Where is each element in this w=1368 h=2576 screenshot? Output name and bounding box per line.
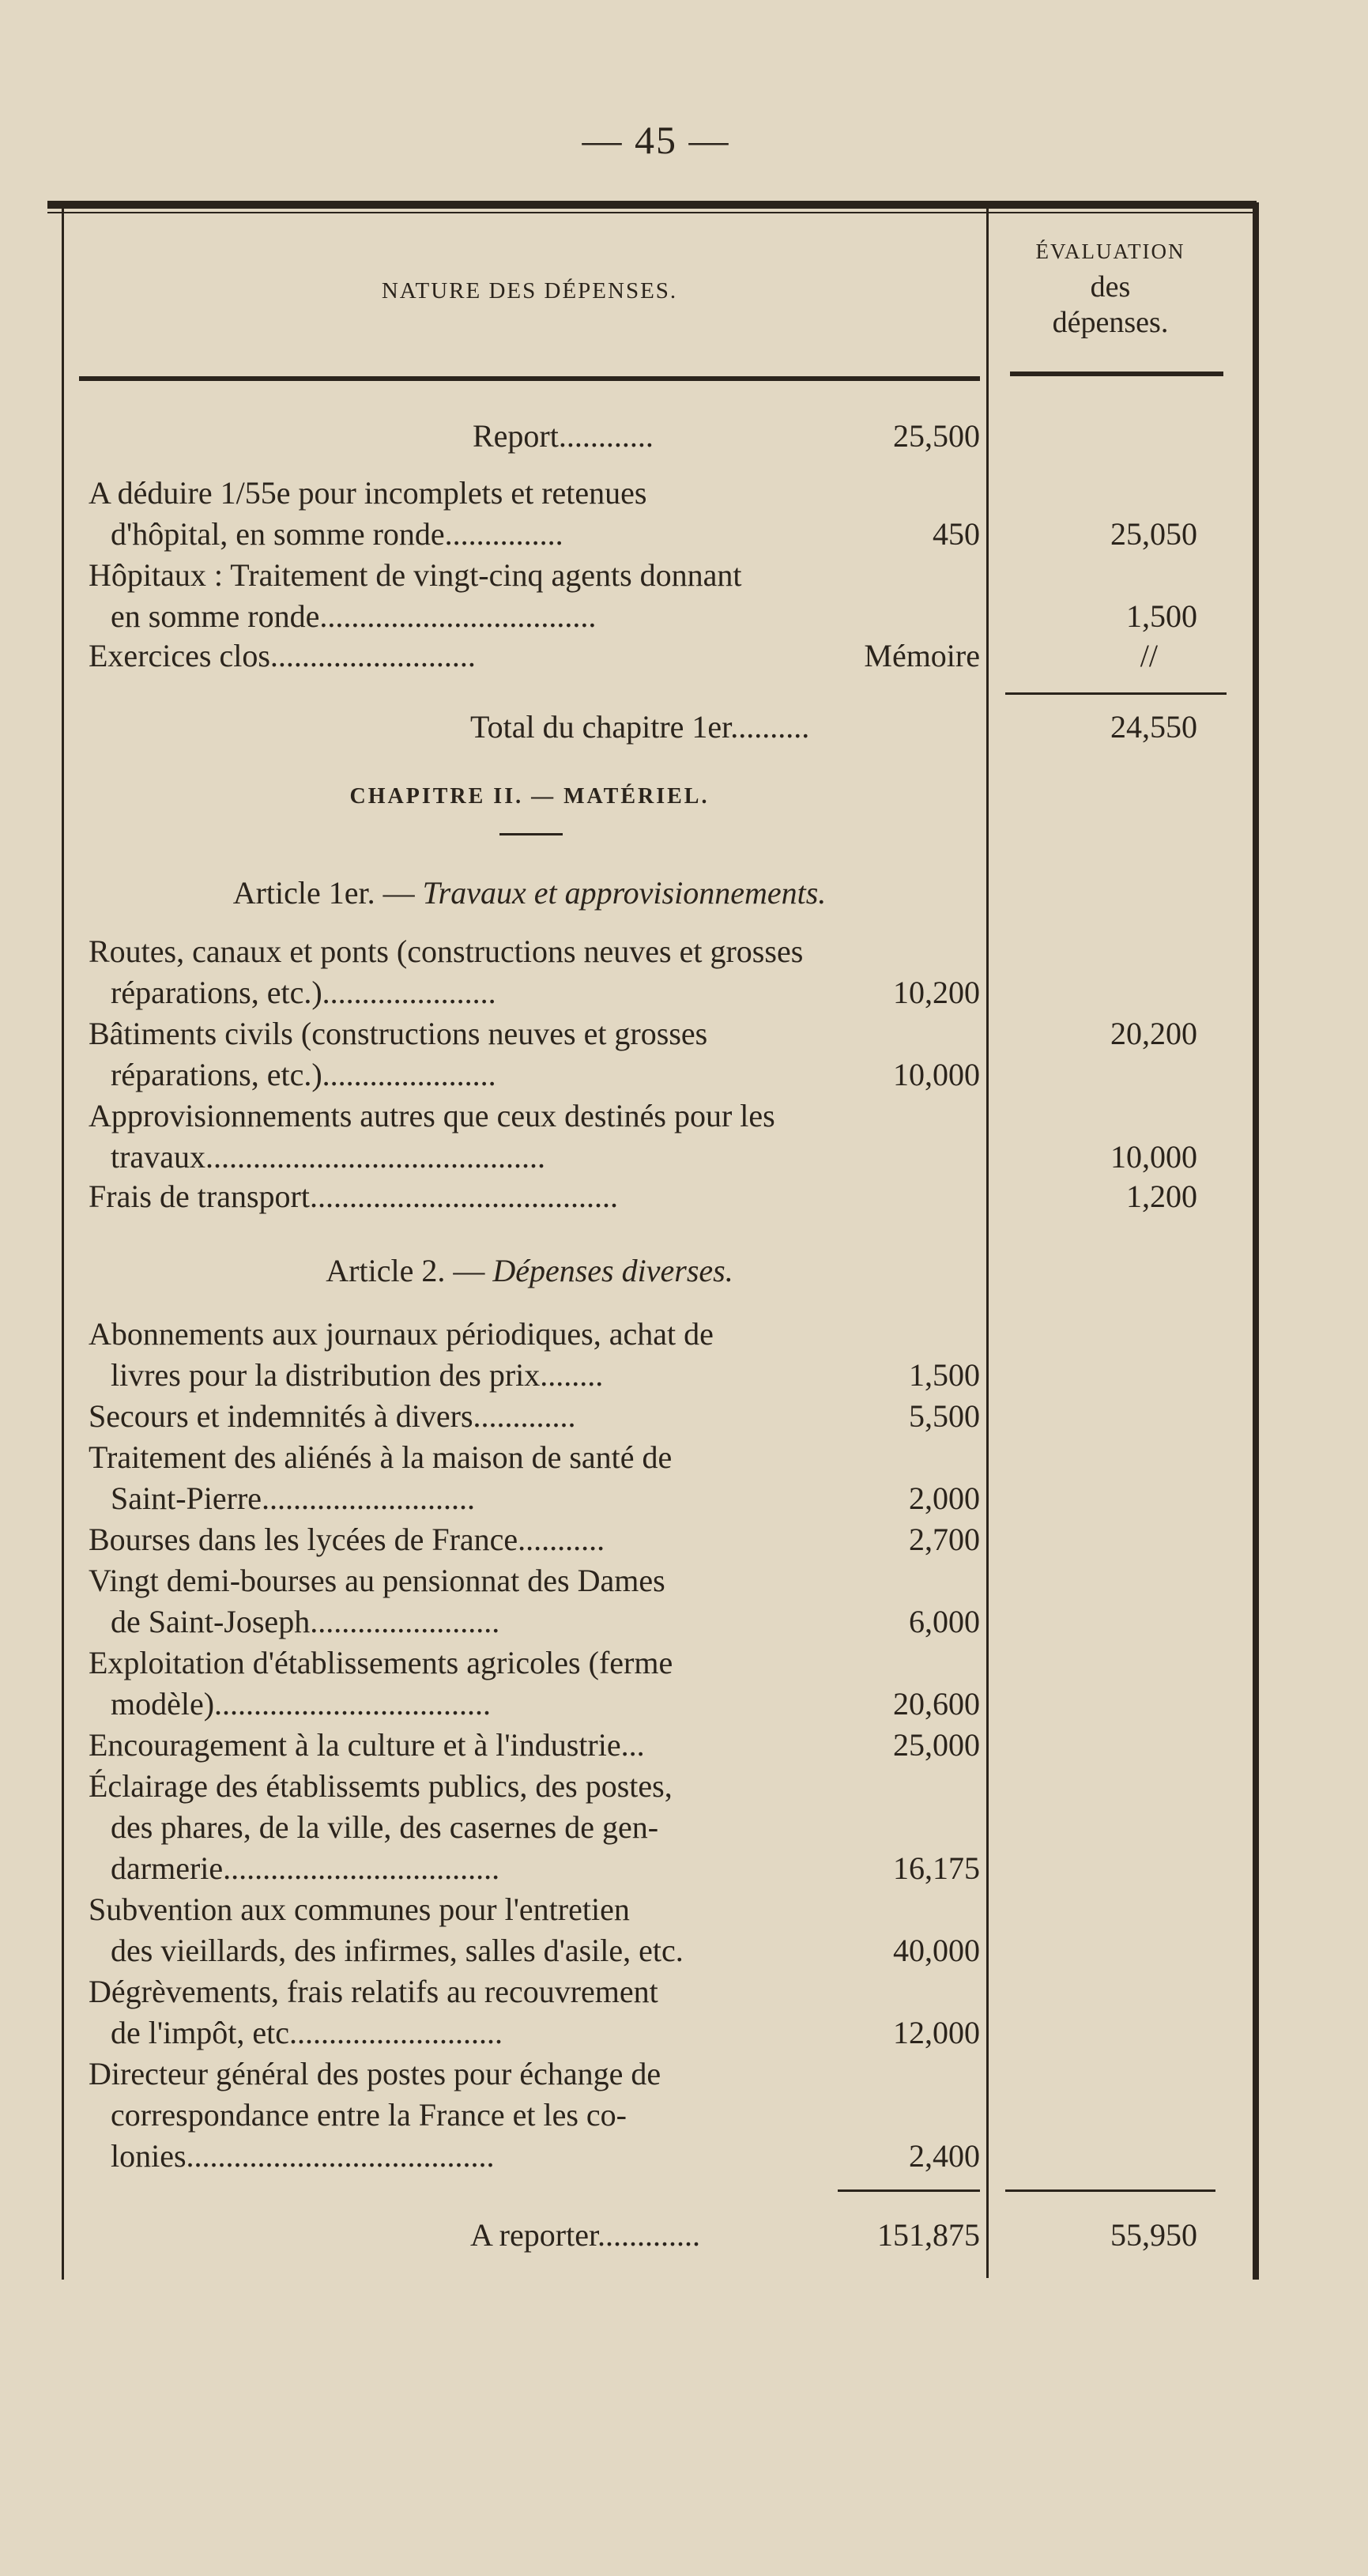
item-amount: 40,000 xyxy=(893,1933,980,1968)
header-eval-line2: des xyxy=(1090,270,1131,304)
approvisionnements-total: 10,000 xyxy=(1110,1139,1197,1175)
item-line: de Saint-Joseph........................ xyxy=(111,1604,500,1639)
article-1-heading xyxy=(79,874,980,911)
item-line: correspondance entre la France et les co- xyxy=(111,2097,627,2133)
item-line: Saint-Pierre........................... xyxy=(111,1480,476,1516)
item-line: Exploitation d'établissements agricoles (ferme xyxy=(89,1645,673,1680)
header-evaluation xyxy=(992,234,1229,341)
header-eval-line3: dépenses. xyxy=(1052,306,1169,339)
item-line: lonies....................................... xyxy=(111,2138,495,2174)
item-line: Traitement des aliénés à la maison de santé de xyxy=(89,1439,673,1475)
total-chapitre-label: Total du chapitre 1er.......... xyxy=(470,709,810,745)
article-2-title: Dépenses diverses. xyxy=(492,1253,733,1288)
a-reporter-amount: 151,875 xyxy=(877,2217,980,2253)
routes-amount: 10,200 xyxy=(893,975,980,1010)
total-chapitre-amount: 24,550 xyxy=(1110,709,1197,745)
item-line: Abonnements aux journaux périodiques, achat de xyxy=(89,1316,714,1352)
item-line: Directeur général des postes pour échange de xyxy=(89,2056,661,2091)
item-line: des vieillards, des infirmes, salles d'asile, etc. xyxy=(111,1933,684,1968)
item-line: Secours et indemnités à divers............. xyxy=(89,1398,576,1434)
article-2-prefix: Article 2. — xyxy=(326,1253,485,1288)
approvisionnements-line1: Approvisionnements autres que ceux destinés pour les xyxy=(89,1098,775,1133)
deduire-amount: 450 xyxy=(933,516,980,552)
frais-transport-total: 1,200 xyxy=(1126,1179,1197,1214)
batiments-amount: 10,000 xyxy=(893,1057,980,1092)
column-divider xyxy=(986,207,989,2278)
item-line: darmerie................................... xyxy=(111,1850,500,1886)
item-amount: 1,500 xyxy=(909,1357,980,1393)
a-reporter-label: A reporter............. xyxy=(470,2217,701,2253)
item-amount: 12,000 xyxy=(893,2015,980,2050)
item-line: Dégrèvements, frais relatifs au recouvrement xyxy=(89,1974,658,2009)
header-eval-line1: ÉVALUATION xyxy=(1035,239,1185,263)
item-line: Vingt demi-bourses au pensionnat des Dames xyxy=(89,1563,665,1598)
item-amount: 2,400 xyxy=(909,2138,980,2174)
header-rule-left xyxy=(79,376,980,381)
item-line: modèle)................................... xyxy=(111,1686,492,1722)
item-amount: 20,600 xyxy=(893,1686,980,1722)
routes-line1: Routes, canaux et ponts (constructions neuves et grosses xyxy=(89,933,804,969)
header-rule-right xyxy=(1010,372,1223,376)
item-line: livres pour la distribution des prix........ xyxy=(111,1357,604,1393)
approvisionnements-line2: travaux........................................... xyxy=(111,1139,545,1175)
deduire-line1: A déduire 1/55e pour incomplets et retenues xyxy=(89,475,647,511)
chapitre-2-title: CHAPITRE II. — MATÉRIEL. xyxy=(349,784,710,809)
article-2-heading xyxy=(79,1252,980,1289)
item-line: des phares, de la ville, des casernes de gen- xyxy=(111,1809,659,1845)
item-line: Bourses dans les lycées de France........... xyxy=(89,1522,605,1557)
report-label: Report............ xyxy=(473,418,654,454)
hopitaux-total: 1,500 xyxy=(1126,598,1197,634)
exercices-amount: Mémoire xyxy=(864,638,980,673)
item-amount: 25,000 xyxy=(893,1727,980,1763)
travaux-group-total: 20,200 xyxy=(1110,1016,1197,1051)
item-amount: 6,000 xyxy=(909,1604,980,1639)
item-line: Subvention aux communes pour l'entretien xyxy=(89,1891,630,1927)
deduire-line2: d'hôpital, en somme ronde............... xyxy=(111,516,563,552)
chapitre-2-rule xyxy=(499,833,563,835)
item-line: Encouragement à la culture et à l'industrie... xyxy=(89,1727,645,1763)
header-nature: NATURE DES DÉPENSES. xyxy=(381,278,678,304)
report-amount: 25,500 xyxy=(893,418,980,454)
deduire-total: 25,050 xyxy=(1110,516,1197,552)
rule-total-chapitre xyxy=(1005,692,1227,695)
frais-transport-label: Frais de transport....................................... xyxy=(89,1179,618,1214)
exercices-total: // xyxy=(1140,638,1158,673)
item-line: de l'impôt, etc........................... xyxy=(111,2015,503,2050)
hopitaux-line1: Hôpitaux : Traitement de vingt-cinq agents donnant xyxy=(89,557,742,593)
item-amount: 16,175 xyxy=(893,1850,980,1886)
article-1-prefix: Article 1er. — xyxy=(232,875,415,911)
item-amount: 5,500 xyxy=(909,1398,980,1434)
routes-line2: réparations, etc.)...................... xyxy=(111,975,496,1010)
hopitaux-line2: en somme ronde................................... xyxy=(111,598,597,634)
batiments-line1: Bâtiments civils (constructions neuves et grosses xyxy=(89,1016,708,1051)
article-1-title: Travaux et approvisionnements. xyxy=(422,875,827,911)
item-line: Éclairage des établissemts publics, des postes, xyxy=(89,1768,673,1804)
item-amount: 2,700 xyxy=(909,1522,980,1557)
batiments-line2: réparations, etc.)...................... xyxy=(111,1057,496,1092)
a-reporter-total: 55,950 xyxy=(1110,2217,1197,2253)
rule-a-reporter-left xyxy=(838,2189,980,2192)
rule-a-reporter-right xyxy=(1005,2189,1215,2192)
exercices-label: Exercices clos.......................... xyxy=(89,638,476,673)
page-number: — 45 — xyxy=(582,118,730,162)
item-amount: 2,000 xyxy=(909,1480,980,1516)
